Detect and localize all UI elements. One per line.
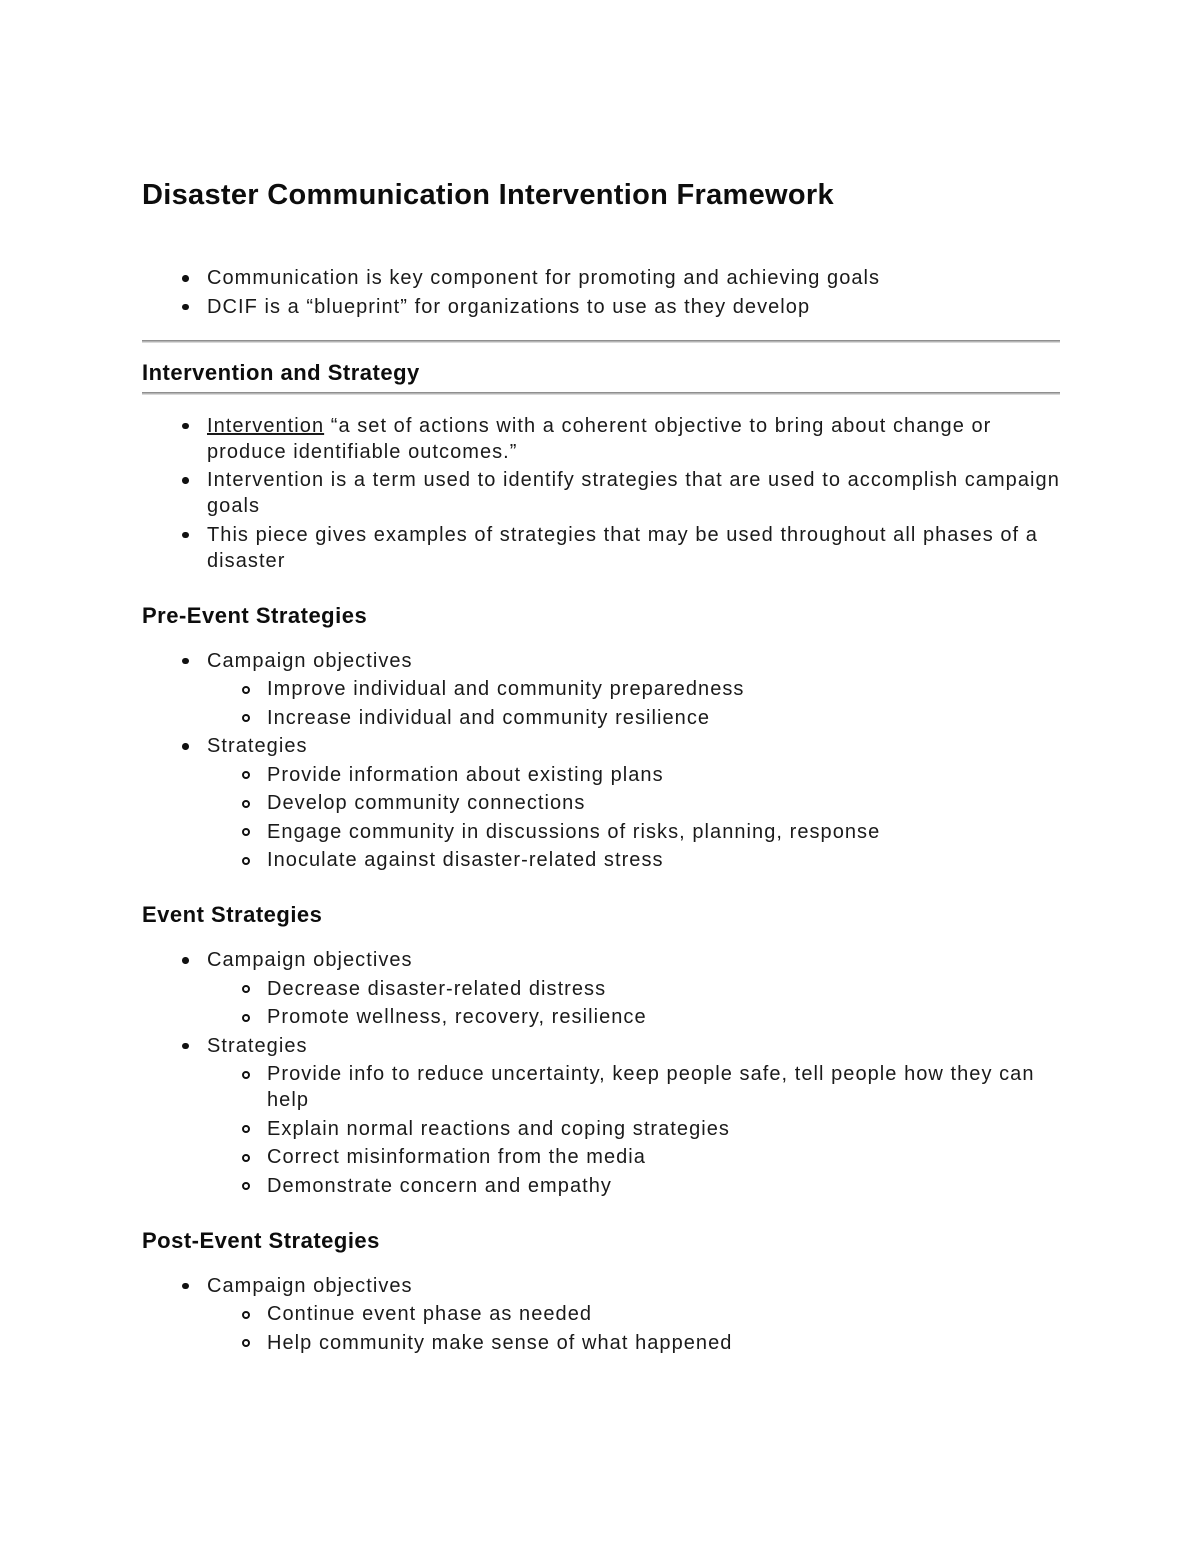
list-item — [142, 467, 1060, 519]
list-item — [142, 1330, 1060, 1356]
bullet-circle-icon — [242, 1014, 250, 1022]
list-item — [142, 1144, 1060, 1170]
list-item-text: Intervention is a term used to identify strategies that are used to accomplish campaign goals — [207, 469, 1060, 517]
list-item-text: Correct misinformation from the media — [267, 1146, 646, 1168]
list-item — [142, 265, 1060, 291]
section-heading-pre-event-strategies: Pre-Event Strategies — [142, 602, 368, 628]
list-item-text: Strategies — [207, 735, 308, 757]
list-item-text: Develop community connections — [267, 792, 586, 814]
section-heading-intervention-and-strategy: Intervention and Strategy — [142, 359, 420, 385]
list-item-text: Strategies — [207, 1034, 308, 1057]
list-item — [142, 1116, 1060, 1142]
list-item — [142, 648, 1060, 674]
list-item — [142, 1273, 1060, 1299]
bullet-circle-icon — [242, 985, 250, 993]
list-item-text: Demonstrate concern and empathy — [267, 1174, 612, 1197]
list-item — [142, 762, 1060, 788]
list-item — [142, 705, 1060, 731]
list-item — [142, 790, 1060, 816]
bullet-circle-icon — [242, 1125, 250, 1133]
section-heading-event-strategies: Event Strategies — [142, 902, 323, 927]
list-item-text: Continue event phase as needed — [267, 1303, 593, 1325]
list-item — [142, 819, 1060, 845]
intervention-list — [142, 413, 1060, 574]
list-item-text: DCIF is a “blueprint” for organizations to use as they develop — [207, 295, 811, 318]
list-item-text: Campaign objectives — [207, 649, 413, 672]
list-item — [142, 733, 1060, 759]
bullet-disc-icon — [182, 275, 189, 282]
list-item-text: Campaign objectives — [207, 1274, 413, 1297]
bullet-disc-icon — [182, 304, 189, 311]
bullet-circle-icon — [242, 1154, 250, 1162]
section-heading-post-event-strategies: Post-Event Strategies — [142, 1227, 380, 1253]
list-item-text: Help community make sense of what happened — [267, 1331, 733, 1354]
bullet-disc-icon — [182, 477, 189, 484]
list-item — [142, 1301, 1060, 1327]
list-item — [142, 294, 1060, 320]
defined-term: Intervention — [207, 414, 325, 437]
list-item — [142, 413, 1060, 465]
list-item-text: Increase individual and community resilience — [267, 706, 711, 729]
bullet-disc-icon — [182, 743, 189, 750]
list-item — [142, 522, 1060, 574]
post-event-list — [142, 1273, 1060, 1356]
bullet-circle-icon — [242, 714, 250, 722]
list-item-text: Engage community in discussions of risks, planning, response — [267, 820, 881, 843]
bullet-disc-icon — [182, 957, 189, 964]
list-item — [142, 1173, 1060, 1199]
list-item-text: Decrease disaster-related distress — [267, 977, 607, 1000]
bullet-circle-icon — [242, 771, 250, 779]
list-item-text: This piece gives examples of strategies that may be used throughout all phases of a disaster — [207, 523, 1038, 572]
bullet-circle-icon — [242, 800, 250, 808]
list-item — [142, 976, 1060, 1002]
list-item — [142, 1061, 1060, 1113]
list-item-text: Provide information about existing plans — [267, 763, 664, 786]
list-item-text: “a set of actions with a coherent objective to bring about change or produce identifiable outcomes.” — [207, 414, 992, 463]
list-item — [142, 676, 1060, 702]
bullet-disc-icon — [182, 658, 189, 665]
horizontal-rule — [142, 392, 1060, 395]
bullet-circle-icon — [242, 1071, 250, 1079]
list-item-text: Explain normal reactions and coping strategies — [267, 1117, 730, 1140]
bullet-disc-icon — [182, 423, 189, 430]
page-title: Disaster Communication Intervention Framework — [142, 179, 834, 211]
pre-event-list — [142, 648, 1060, 874]
list-item-text: Promote wellness, recovery, resilience — [267, 1006, 647, 1028]
bullet-circle-icon — [242, 686, 250, 694]
bullet-disc-icon — [182, 1043, 189, 1050]
bullet-circle-icon — [242, 828, 250, 836]
list-item-text: Inoculate against disaster-related stress — [267, 849, 664, 871]
bullet-circle-icon — [242, 857, 250, 865]
list-item-text: Improve individual and community preparedness — [267, 678, 745, 700]
list-item — [142, 1033, 1060, 1059]
list-item-text: Communication is key component for promoting and achieving goals — [207, 267, 881, 289]
bullet-circle-icon — [242, 1339, 250, 1347]
bullet-circle-icon — [242, 1311, 250, 1319]
list-item — [142, 847, 1060, 873]
bullet-disc-icon — [182, 1283, 189, 1290]
bullet-disc-icon — [182, 532, 189, 539]
list-item-text: Provide info to reduce uncertainty, keep people safe, tell people how they can help — [267, 1063, 1035, 1111]
list-item-text: Campaign objectives — [207, 949, 413, 971]
list-item — [142, 1004, 1060, 1030]
list-item — [142, 947, 1060, 973]
bullet-circle-icon — [242, 1182, 250, 1190]
intro-list — [142, 265, 1060, 320]
event-list — [142, 947, 1060, 1199]
horizontal-rule — [142, 340, 1060, 343]
